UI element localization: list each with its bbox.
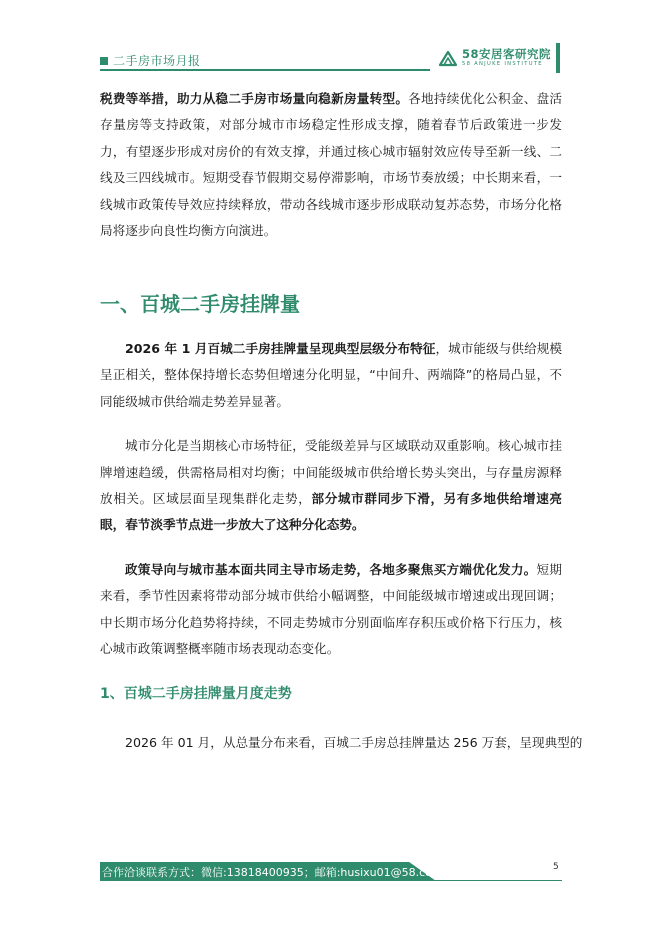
- paragraph-policy-outlook: [100, 557, 562, 663]
- paragraph-lead-bold: 2026 年 1 月百城二手房挂牌量呈现典型层级分布特征: [125, 341, 436, 356]
- paragraph-lead-bold: 税费等举措，助力从稳二手房市场量向稳新房量转型。: [100, 91, 409, 106]
- paragraph-text: 城市分化是当期核心市场特征，受能级差异与区域联动双重影响。核心城市挂牌增速趋缓，供需格局相对均衡；中间能级城市供给增长势头突出，与存量房源释放相关。区域层面呈现集群化走势，: [100, 438, 562, 507]
- footer-line: [430, 880, 562, 881]
- logo-mountain-icon: [438, 48, 458, 68]
- paragraph-text: 各地持续优化公积金、盘活存量房等支持政策，对部分城市市场稳定性形成支撑，随着春节后政策进一步发力，有望逐步形成对房价的有效支撑，并通过核心城市辐射效应传导至新一线、二线及三四线城市。短期受春节假期交易停滞影响，市场节奏放缓；中长期来看，一线城市政策传导效应持续释放，带动各线城市逐步形成联动复苏态势，市场分化格局将逐步向良性均衡方向演进。: [100, 91, 563, 239]
- paragraph-listing-overview: [100, 336, 562, 415]
- paragraph-text: 短期来看，季节性因素将带动部分城市供给小幅调整，中间能级城市增速或出现回调；中长期市场分化趋势将持续，不同走势城市分别面临库存积压或价格下行压力，核心城市政策调整概率随市场表现动态变化。: [100, 561, 563, 657]
- contact-info: 合作洽谈联系方式：微信:13818400935；邮箱:husixu01@58.com;: [102, 866, 447, 879]
- page-footer: [100, 862, 562, 884]
- page-number: 5: [553, 862, 559, 872]
- header-square-icon: [100, 57, 108, 65]
- paragraph-lead-bold: 政策导向与城市基本面共同主导市场走势，各地多聚焦买方端优化发力。: [125, 561, 537, 577]
- paragraph-emphasis-bold: 部分城市群同步下滑，另有多地供给增速亮眼，春节淡季节点进一步放大了这种分化态势。: [100, 491, 563, 533]
- header-divider: [100, 69, 430, 71]
- paragraph-city-divergence: [100, 433, 562, 539]
- paragraph-text: ，城市能级与供给规模呈正相关，整体保持增长态势但增速分化明显，“中间升、两端降”的格局凸显，不同能级城市供给端走势差异显著。: [100, 341, 562, 409]
- logo-side-bar: [556, 43, 560, 73]
- report-title: 二手房市场月报: [113, 54, 201, 68]
- section-heading: 一、百城二手房挂牌量: [100, 292, 300, 316]
- institute-logo: [438, 48, 551, 68]
- logo-chinese-name: 58安居客研究院: [462, 46, 552, 61]
- subsection-heading: 1、百城二手房挂牌量月度走势: [100, 686, 292, 703]
- page-header: [100, 46, 562, 76]
- paragraph-monthly-trend: 2026 年 01 月，从总量分布来看，百城二手房总挂牌量达 256 万套，呈现典型的: [125, 735, 583, 751]
- paragraph-policy-summary: [100, 86, 562, 282]
- logo-english-name: 58 ANJUKE INSTITUTE: [462, 61, 543, 68]
- header-title-group: [100, 52, 201, 69]
- page-content: [100, 86, 583, 757]
